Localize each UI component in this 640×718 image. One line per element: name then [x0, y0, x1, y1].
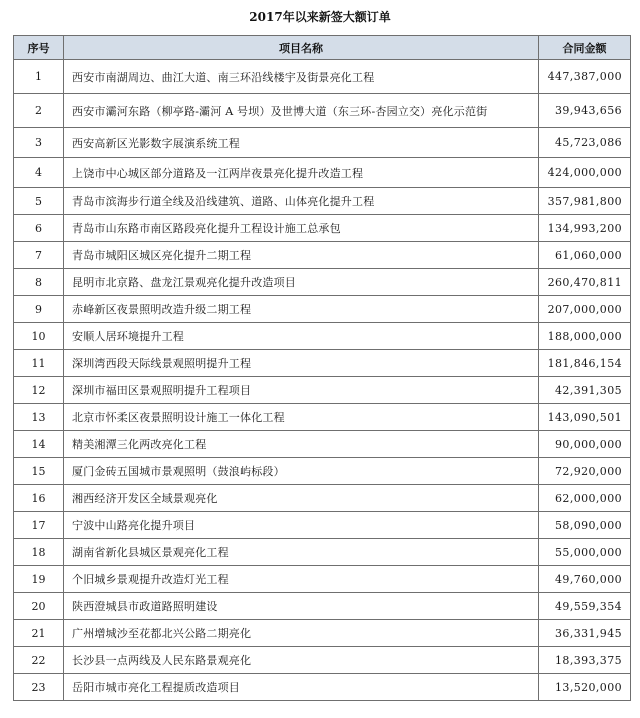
row-index: 6 [14, 215, 64, 242]
table-row [14, 242, 631, 269]
row-project-name: 宁波中山路亮化提升项目 [64, 512, 539, 539]
row-index: 10 [14, 323, 64, 350]
row-project-name: 昆明市北京路、盘龙江景观亮化提升改造项目 [64, 269, 539, 296]
row-contract-amount: 55,000,000 [539, 539, 631, 566]
table-row [14, 296, 631, 323]
row-contract-amount: 260,470,811 [539, 269, 631, 296]
row-index: 21 [14, 620, 64, 647]
table-row [14, 60, 631, 94]
table-row [14, 566, 631, 593]
row-project-name: 个旧城乡景观提升改造灯光工程 [64, 566, 539, 593]
row-project-name: 西安市灞河东路（柳亭路-灞河 A 号坝）及世博大道（东三环-杏园立交）亮化示范街 [64, 94, 539, 128]
header-index: 序号 [14, 36, 64, 60]
row-index: 4 [14, 158, 64, 188]
table-row [14, 404, 631, 431]
row-contract-amount: 181,846,154 [539, 350, 631, 377]
row-project-name: 青岛市滨海步行道全线及沿线建筑、道路、山体亮化提升工程 [64, 188, 539, 215]
table-row [14, 458, 631, 485]
row-project-name: 西安高新区光影数字展演系统工程 [64, 128, 539, 158]
row-index: 2 [14, 94, 64, 128]
row-index: 18 [14, 539, 64, 566]
row-contract-amount: 188,000,000 [539, 323, 631, 350]
table-row [14, 620, 631, 647]
row-contract-amount: 45,723,086 [539, 128, 631, 158]
header-project-name: 项目名称 [64, 36, 539, 60]
row-project-name: 赤峰新区夜景照明改造升级二期工程 [64, 296, 539, 323]
row-index: 11 [14, 350, 64, 377]
row-index: 12 [14, 377, 64, 404]
table-row [14, 350, 631, 377]
row-contract-amount: 49,760,000 [539, 566, 631, 593]
page-title: 2017年以来新签大额订单 [249, 10, 391, 24]
row-project-name: 上饶市中心城区部分道路及一江两岸夜景亮化提升改造工程 [64, 158, 539, 188]
row-contract-amount: 357,981,800 [539, 188, 631, 215]
table-row [14, 647, 631, 674]
row-index: 9 [14, 296, 64, 323]
row-project-name: 湘西经济开发区全域景观亮化 [64, 485, 539, 512]
table-row [14, 128, 631, 158]
row-index: 7 [14, 242, 64, 269]
row-contract-amount: 447,387,000 [539, 60, 631, 94]
table-row [14, 674, 631, 701]
row-index: 13 [14, 404, 64, 431]
row-index: 3 [14, 128, 64, 158]
table-row [14, 188, 631, 215]
row-project-name: 深圳市福田区景观照明提升工程项目 [64, 377, 539, 404]
table-row [14, 158, 631, 188]
row-project-name: 北京市怀柔区夜景照明设计施工一体化工程 [64, 404, 539, 431]
row-contract-amount: 39,943,656 [539, 94, 631, 128]
row-index: 8 [14, 269, 64, 296]
table-row [14, 377, 631, 404]
row-index: 17 [14, 512, 64, 539]
header-contract-amount: 合同金额 [539, 36, 631, 60]
table-row [14, 269, 631, 296]
row-contract-amount: 42,391,305 [539, 377, 631, 404]
table-row [14, 323, 631, 350]
row-project-name: 广州增城沙至花都北兴公路二期亮化 [64, 620, 539, 647]
row-index: 16 [14, 485, 64, 512]
orders-table [13, 35, 631, 701]
row-project-name: 深圳湾西段天际线景观照明提升工程 [64, 350, 539, 377]
row-project-name: 青岛市城阳区城区亮化提升二期工程 [64, 242, 539, 269]
row-contract-amount: 424,000,000 [539, 158, 631, 188]
row-index: 20 [14, 593, 64, 620]
row-project-name: 岳阳市城市亮化工程提质改造项目 [64, 674, 539, 701]
table-header-row [14, 36, 631, 60]
table-row [14, 94, 631, 128]
row-index: 1 [14, 60, 64, 94]
row-contract-amount: 36,331,945 [539, 620, 631, 647]
row-contract-amount: 61,060,000 [539, 242, 631, 269]
row-contract-amount: 134,993,200 [539, 215, 631, 242]
row-project-name: 青岛市山东路市南区路段亮化提升工程设计施工总承包 [64, 215, 539, 242]
table-row [14, 593, 631, 620]
row-project-name: 西安市南湖周边、曲江大道、南三环沿线楼宇及街景亮化工程 [64, 60, 539, 94]
row-contract-amount: 143,090,501 [539, 404, 631, 431]
row-index: 22 [14, 647, 64, 674]
row-contract-amount: 49,559,354 [539, 593, 631, 620]
row-contract-amount: 13,520,000 [539, 674, 631, 701]
row-project-name: 安顺人居环境提升工程 [64, 323, 539, 350]
row-contract-amount: 58,090,000 [539, 512, 631, 539]
row-project-name: 厦门金砖五国城市景观照明（鼓浪屿标段） [64, 458, 539, 485]
row-index: 23 [14, 674, 64, 701]
row-contract-amount: 62,000,000 [539, 485, 631, 512]
table-row [14, 485, 631, 512]
row-index: 15 [14, 458, 64, 485]
row-project-name: 陕西澄城县市政道路照明建设 [64, 593, 539, 620]
row-contract-amount: 90,000,000 [539, 431, 631, 458]
table-row [14, 215, 631, 242]
row-contract-amount: 207,000,000 [539, 296, 631, 323]
row-index: 14 [14, 431, 64, 458]
row-project-name: 长沙县一点两线及人民东路景观亮化 [64, 647, 539, 674]
row-index: 5 [14, 188, 64, 215]
row-index: 19 [14, 566, 64, 593]
row-project-name: 湖南省新化县城区景观亮化工程 [64, 539, 539, 566]
table-row [14, 431, 631, 458]
row-contract-amount: 18,393,375 [539, 647, 631, 674]
row-project-name: 精美湘潭三化两改亮化工程 [64, 431, 539, 458]
row-contract-amount: 72,920,000 [539, 458, 631, 485]
table-row [14, 539, 631, 566]
table-row [14, 512, 631, 539]
